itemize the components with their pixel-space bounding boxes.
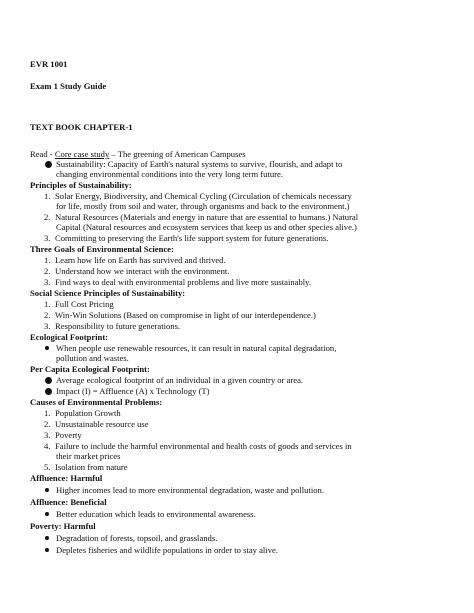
core-case-study-link[interactable]: Core case study xyxy=(54,149,110,159)
chapter-title: TEXT BOOK CHAPTER-1 xyxy=(30,122,133,132)
list-item: 1. Population Growth xyxy=(44,408,121,418)
section-heading-three-goals: Three Goals of Environmental Science: xyxy=(30,244,174,254)
list-item: 2. Win-Win Solutions (Based on compromise in light of our interdependence.) xyxy=(44,310,316,320)
bullet-item: Depletes fisheries and wildlife populations in order to stay alive. xyxy=(45,545,278,555)
list-item: 4. Failure to include the harmful environmental and health costs of goods and services in xyxy=(44,441,352,451)
sustainability-text-cont: changing environmental conditions into the very long term future. xyxy=(56,169,283,179)
list-item-cont: their market prices xyxy=(56,451,121,461)
bullet-item: Degradation of forests, topsoil, and grasslands. xyxy=(45,533,217,543)
list-item: 2. Unsustainable resource use xyxy=(44,419,149,429)
bullet-icon xyxy=(45,377,52,384)
section-heading-poverty: Poverty: Harmful xyxy=(30,521,96,531)
list-item: 2. Understand how we interact with the environment. xyxy=(44,266,230,276)
section-heading-causes: Causes of Environmental Problems: xyxy=(30,397,163,407)
bullet-item-cont: pollution and wastes. xyxy=(56,353,129,363)
bullet-icon xyxy=(45,488,49,492)
bullet-item: Average ecological footprint of an individual in a given country or area. xyxy=(45,375,303,385)
bullet-icon xyxy=(45,388,52,395)
guide-title: Exam 1 Study Guide xyxy=(30,81,107,91)
list-item: 3. Responsibility to future generations. xyxy=(44,321,181,331)
list-item: 1. Full Cost Pricing xyxy=(44,299,114,309)
course-code: EVR 1001 xyxy=(30,59,68,69)
bullet-item: Impact (I) = Affluence (A) x Technology (T) xyxy=(45,386,210,396)
bullet-icon xyxy=(45,536,49,540)
list-item: 3. Poverty xyxy=(44,430,82,440)
list-item: 5. Isolation from nature xyxy=(44,462,128,472)
read-suffix: – The greening of American Campuses xyxy=(109,149,246,159)
bullet-item: Better education which leads to environmental awareness. xyxy=(45,509,256,519)
bullet-item: When people use renewable resources, it can result in natural capital degradation, xyxy=(45,343,336,353)
list-item: 3. Find ways to deal with environmental problems and live more sustainably. xyxy=(44,277,312,287)
read-line xyxy=(30,149,246,159)
bullet-item: Higher incomes lead to more environmental degradation, waste and pollution. xyxy=(45,485,324,495)
section-heading-affluence-beneficial: Affluence: Beneficial xyxy=(30,497,107,507)
section-heading-principles: Principles of Sustainability: xyxy=(30,180,132,190)
bullet-icon xyxy=(45,548,49,552)
section-heading-per-capita: Per Capita Ecological Footprint: xyxy=(30,364,150,374)
section-heading-eco-footprint: Ecological Footprint: xyxy=(30,332,109,342)
list-item: 2. Natural Resources (Materials and energy in nature that are essential to humans.) Natural xyxy=(44,212,359,222)
section-heading-affluence-harmful: Affluence: Harmful xyxy=(30,473,103,483)
list-item: 1. Learn how life on Earth has survived and thrived. xyxy=(44,255,226,265)
bullet-icon xyxy=(45,512,49,516)
list-item-cont: for life, mostly from soil and water, through organisms and back to the environment.) xyxy=(56,201,350,211)
list-item: 1. Solar Energy, Biodiversity, and Chemical Cycling (Circulation of chemicals necessary xyxy=(44,191,352,201)
bullet-icon xyxy=(45,346,49,350)
read-prefix: Read - xyxy=(30,149,55,159)
list-item-cont: Capital (Natural resources and ecosystem services that keep us and other species alive.) xyxy=(56,222,357,232)
section-heading-social: Social Science Principles of Sustainability: xyxy=(30,288,186,298)
sustainability-bullet: Sustainability: Capacity of Earth's natural systems to survive, flourish, and adapt to xyxy=(45,159,342,169)
list-item: 3. Committing to preserving the Earth's life support system for future generations. xyxy=(44,233,329,243)
bullet-icon xyxy=(45,161,52,168)
